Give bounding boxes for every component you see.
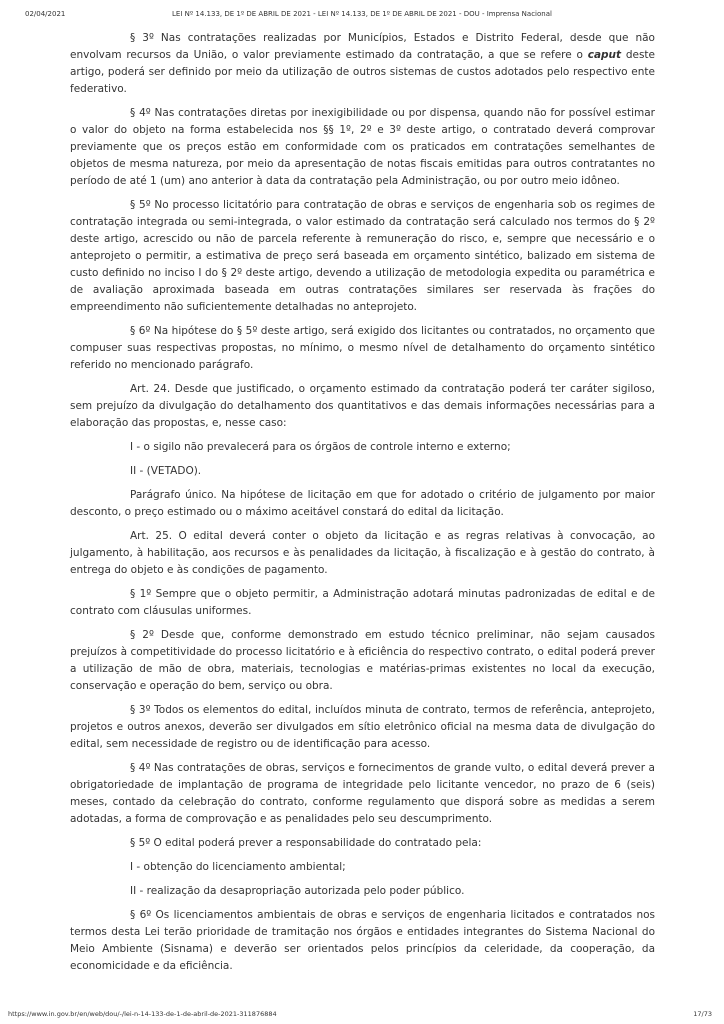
paragraph xyxy=(70,835,655,852)
paragraph-text: § 5º No processo licitatório para contratação de obras e serviços de engenharia sob os regimes de contratação integrada ou semi-integrada, o valor estimado da contratação será calculado nos termos do § 2º deste artigo, acrescido ou não de parcela referente à remuneração do risco, e, sempre que necessário e o anteprojeto o permitir, a estimativa de preço será baseada em orçamento sintético, balizado em sistema de custo definido no inciso I do § 2º deste artigo, devendo a utilização de metodologia expedita ou paramétrica e de avaliação aproximada baseada em outras contratações similares ser reservada às frações do empreendimento não suficientemente detalhadas no anteprojeto. xyxy=(70,199,655,313)
paragraph-text: Parágrafo único. Na hipótese de licitação em que for adotado o critério de julgamento por maior desconto, o preço estimado ou o máximo aceitável constará do edital da licitação. xyxy=(70,489,655,518)
print-date: 02/04/2021 xyxy=(25,10,66,18)
paragraph-text: Art. 25. O edital deverá conter o objeto da licitação e as regras relativas à convocação, ao julgamento, à habilitação, aos recursos e às penalidades da licitação, à fiscalização e à gestão do contrato, à entrega do objeto e às condições de pagamento. xyxy=(70,530,655,576)
paragraph xyxy=(70,105,655,190)
paragraph-text: § 5º O edital poderá prever a responsabilidade do contratado pela: xyxy=(130,837,482,849)
paragraph-text: § 3º Nas contratações realizadas por Municípios, Estados e Distrito Federal, desde que não envolvam recursos da União, o valor previamente estimado da contratação, a que se refere o xyxy=(70,32,655,61)
print-title: LEI Nº 14.133, DE 1º DE ABRIL DE 2021 - LEI Nº 14.133, DE 1º DE ABRIL DE 2021 - DOU - Imprensa Nacional xyxy=(172,10,552,18)
paragraph xyxy=(70,907,655,975)
emphasized-term: caput xyxy=(587,49,622,61)
paragraph xyxy=(70,528,655,579)
document-body xyxy=(70,30,655,982)
print-footer xyxy=(0,1008,724,1018)
page-number: 17/73 xyxy=(693,1010,712,1018)
paragraph xyxy=(70,439,655,456)
paragraph-text: § 1º Sempre que o objeto permitir, a Administração adotará minutas padronizadas de edital e de contrato com cláusulas uniformes. xyxy=(70,588,655,617)
paragraph xyxy=(70,702,655,753)
paragraph-text: § 3º Todos os elementos do edital, incluídos minuta de contrato, termos de referência, anteprojeto, projetos e outros anexos, deverão ser divulgados em sítio eletrônico oficial na mesma data de divulgação do edital, sem necessidade de registro ou de identificação para acesso. xyxy=(70,704,655,750)
paragraph-text: § 6º Os licenciamentos ambientais de obras e serviços de engenharia licitados e contratados nos termos desta Lei terão prioridade de tramitação nos órgãos e entidades integrantes do Sistema Nacional do Meio Ambiente (Sisnama) e deverão ser orientados pelos princípios da celeridade, da cooperação, da economicidade e da eficiência. xyxy=(70,909,655,972)
paragraph xyxy=(70,627,655,695)
paragraph xyxy=(70,463,655,480)
paragraph-text: deste artigo, poderá ser definido por meio da utilização de outros sistemas de custos adotados pelo respectivo ente federativo. xyxy=(70,49,655,95)
paragraph xyxy=(70,197,655,316)
paragraph xyxy=(70,323,655,374)
paragraph-text: II - realização da desapropriação autorizada pelo poder público. xyxy=(130,885,465,897)
paragraph xyxy=(70,487,655,521)
paragraph-text: § 4º Nas contratações diretas por inexigibilidade ou por dispensa, quando não for possível estimar o valor do objeto na forma estabelecida nos §§ 1º, 2º e 3º deste artigo, o contratado deverá comprovar previamente que os preços estão em conformidade com os praticados em contratações semelhantes de objetos de mesma natureza, por meio da apresentação de notas fiscais emitidas para outros contratantes no período de até 1 (um) ano anterior à data da contratação pela Administração, ou por outro meio idôneo. xyxy=(70,107,655,187)
paragraph xyxy=(70,883,655,900)
paragraph-text: § 2º Desde que, conforme demonstrado em estudo técnico preliminar, não sejam causados prejuízos à competitividade do processo licitatório e à eficiência do respectivo contrato, o edital poderá prever a utilização de mão de obra, materiais, tecnologias e matérias-primas existentes no local da execução, conservação e operação do bem, serviço ou obra. xyxy=(70,629,655,692)
source-url: https://www.in.gov.br/en/web/dou/-/lei-n-14-133-de-1-de-abril-de-2021-311876884 xyxy=(8,1010,277,1018)
print-header xyxy=(0,10,724,22)
paragraph-text: I - obtenção do licenciamento ambiental; xyxy=(130,861,346,873)
paragraph xyxy=(70,859,655,876)
paragraph xyxy=(70,760,655,828)
paragraph-text: § 4º Nas contratações de obras, serviços e fornecimentos de grande vulto, o edital deverá prever a obrigatoriedade de implantação de programa de integridade pelo licitante vencedor, no prazo de 6 (seis) meses, contado da celebração do contrato, conforme regulamento que disporá sobre as medidas a serem adotadas, a forma de comprovação e as penalidades pelo seu descumprimento. xyxy=(70,762,655,825)
paragraph xyxy=(70,30,655,98)
paragraph-text: I - o sigilo não prevalecerá para os órgãos de controle interno e externo; xyxy=(130,441,511,453)
paragraph-text: Art. 24. Desde que justificado, o orçamento estimado da contratação poderá ter caráter sigiloso, sem prejuízo da divulgação do detalhamento dos quantitativos e das demais informações necessárias para a elaboração das propostas, e, nesse caso: xyxy=(70,383,655,429)
paragraph-text: § 6º Na hipótese do § 5º deste artigo, será exigido dos licitantes ou contratados, no orçamento que compuser suas respectivas propostas, no mínimo, o mesmo nível de detalhamento do orçamento sintético referido no mencionado parágrafo. xyxy=(70,325,655,371)
paragraph-text: II - (VETADO). xyxy=(130,465,202,477)
paragraph xyxy=(70,381,655,432)
paragraph xyxy=(70,586,655,620)
